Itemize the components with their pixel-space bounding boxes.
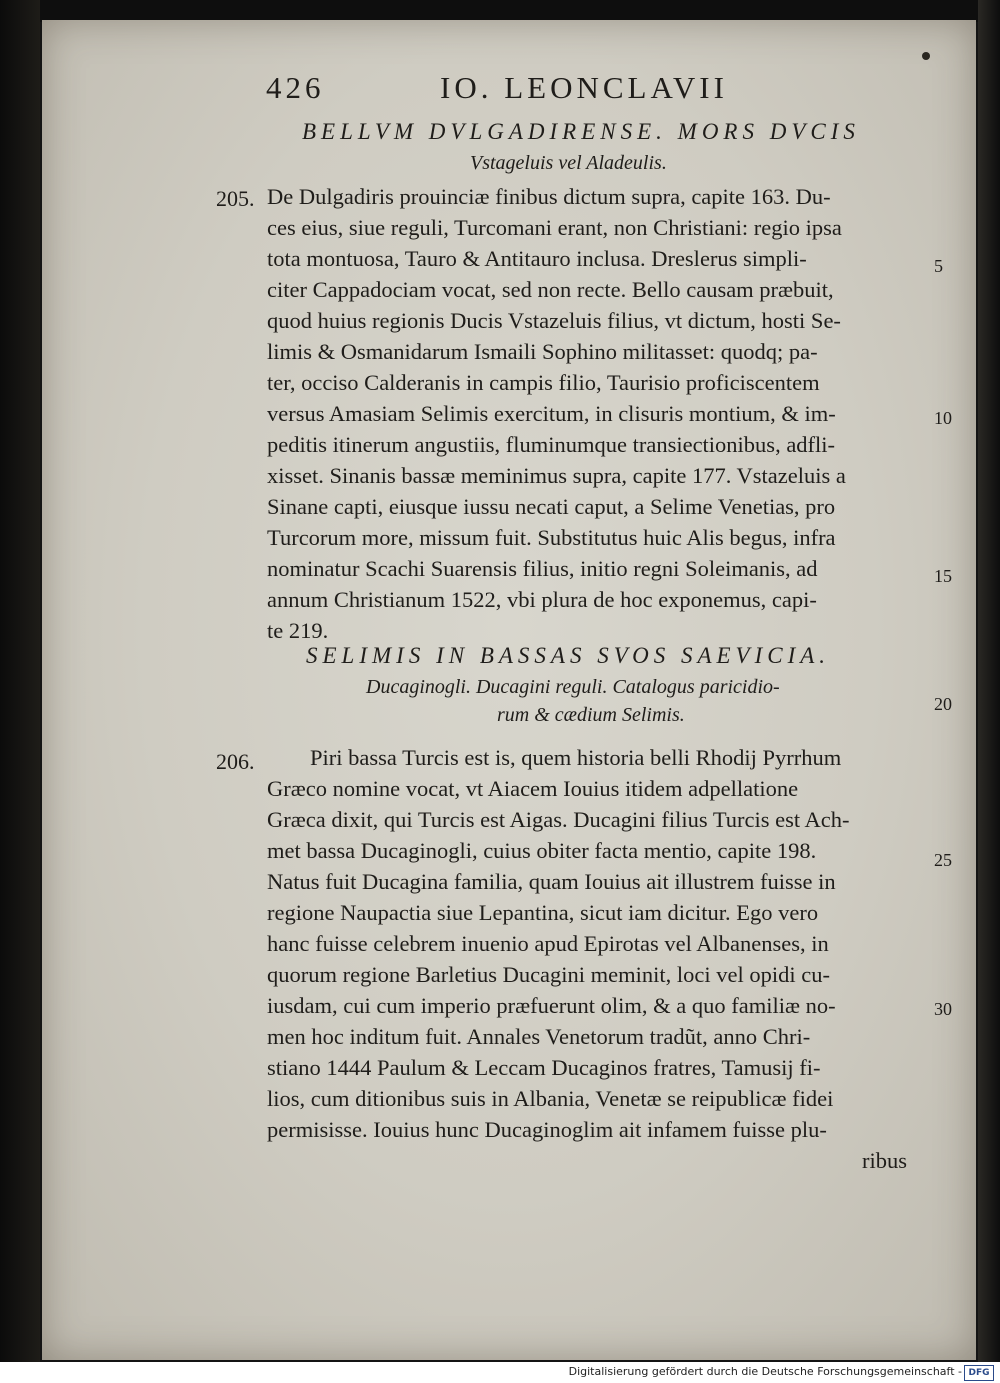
body-line: Sinane capti, eiusque iussu necati caput, a Selime Venetias, pro <box>267 494 836 519</box>
body-line: te 219. <box>267 618 329 643</box>
footer-credit: Digitalisierung gefördert durch die Deutsche Forschungsgemeinschaft - <box>568 1365 962 1378</box>
body-line: ter, occiso Calderanis in campis filio, Taurisio proficiscentem <box>267 370 820 395</box>
dfg-logo[interactable]: DFG <box>964 1365 994 1381</box>
body-line: ces eius, siue reguli, Turcomani erant, non Christiani: regio ipsa <box>267 215 842 240</box>
body-line: hanc fuisse celebrem inuenio apud Epirotas vel Albanenses, in <box>267 931 829 956</box>
body-line: quorum regione Barletius Ducagini meminit, loci vel opidi cu- <box>267 962 830 987</box>
catchword: ribus <box>862 1148 907 1173</box>
section-subtitle: Vstageluis vel Aladeulis. <box>470 152 667 174</box>
body-line: permisisse. Iouius hunc Ducaginoglim ait infamem fuisse plu- <box>267 1117 827 1142</box>
body-line: tota montuosa, Tauro & Antitauro inclusa. Dreslerus simpli- <box>267 246 807 271</box>
footer-bar <box>0 1362 1000 1383</box>
page-number: 426 <box>266 70 325 105</box>
section-subtitle: Ducaginogli. Ducagini reguli. Catalogus paricidio- <box>366 676 780 698</box>
body-line: citer Cappadociam vocat, sed non recte. Bello causam præbuit, <box>267 277 834 302</box>
ink-spot <box>922 52 930 60</box>
body-line: limis & Osmanidarum Ismaili Sophino militasset: quodq; pa- <box>267 339 818 364</box>
body-line: lios, cum ditionibus suis in Albania, Venetæ se reipublicæ fidei <box>267 1086 834 1111</box>
margin-line-number: 20 <box>934 694 952 714</box>
body-line: iusdam, cui cum imperio præfuerunt olim, & a quo familiæ no- <box>267 993 836 1018</box>
body-line: Piri bassa Turcis est is, quem historia belli Rhodij Pyrrhum <box>310 745 842 770</box>
body-line: Turcorum more, missum fuit. Substitutus huic Alis begus, infra <box>267 525 836 550</box>
section-subtitle: rum & cædium Selimis. <box>497 704 685 726</box>
body-line: Græca dixit, qui Turcis est Aigas. Ducagini filius Turcis est Ach- <box>267 807 850 832</box>
body-line: nominatur Scachi Suarensis filius, initio regni Soleimanis, ad <box>267 556 818 581</box>
body-line: Natus fuit Ducagina familia, quam Iouius ait illustrem fuisse in <box>267 869 836 894</box>
body-line: quod huius regionis Ducis Vstazeluis filius, vt dictum, hosti Se- <box>267 308 841 333</box>
section-title: BELLVM DVLGADIRENSE. MORS DVCIS <box>302 119 860 144</box>
body-line: annum Christianum 1522, vbi plura de hoc exponemus, capi- <box>267 587 817 612</box>
body-line: stiano 1444 Paulum & Leccam Ducaginos fratres, Tamusij fi- <box>267 1055 821 1080</box>
body-line: Græco nomine vocat, vt Aiacem Iouius itidem adpellatione <box>267 776 799 801</box>
margin-line-number: 5 <box>934 256 943 276</box>
body-line: men hoc inditum fuit. Annales Venetorum tradũt, anno Chri- <box>267 1024 811 1049</box>
paragraph-number: 206. <box>216 749 255 774</box>
body-line: regione Naupactia siue Lepantina, sicut iam dicitur. Ego vero <box>267 900 819 925</box>
book-edge-right <box>978 0 1000 1362</box>
body-line: De Dulgadiris prouinciæ finibus dictum supra, capite 163. Du- <box>267 184 831 209</box>
running-head-author: IO. LEONCLAVII <box>440 70 728 105</box>
paragraph-number: 205. <box>216 186 255 211</box>
body-line: peditis itinerum angustiis, fluminumque transiectionibus, adfli- <box>267 432 836 457</box>
margin-line-number: 30 <box>934 999 952 1019</box>
section-title: SELIMIS IN BASSAS SVOS SAEVICIA. <box>306 643 831 668</box>
body-line: met bassa Ducaginogli, cuius obiter facta mentio, capite 198. <box>267 838 817 863</box>
body-line: versus Amasiam Selimis exercitum, in clisuris montium, & im- <box>267 401 836 426</box>
body-line: xisset. Sinanis bassæ meminimus supra, capite 177. Vstazeluis a <box>267 463 846 488</box>
book-edge-left <box>0 0 40 1362</box>
margin-line-number: 25 <box>934 850 952 870</box>
margin-line-number: 15 <box>934 566 952 586</box>
book-edge-top <box>0 0 1000 22</box>
margin-line-number: 10 <box>934 408 952 428</box>
